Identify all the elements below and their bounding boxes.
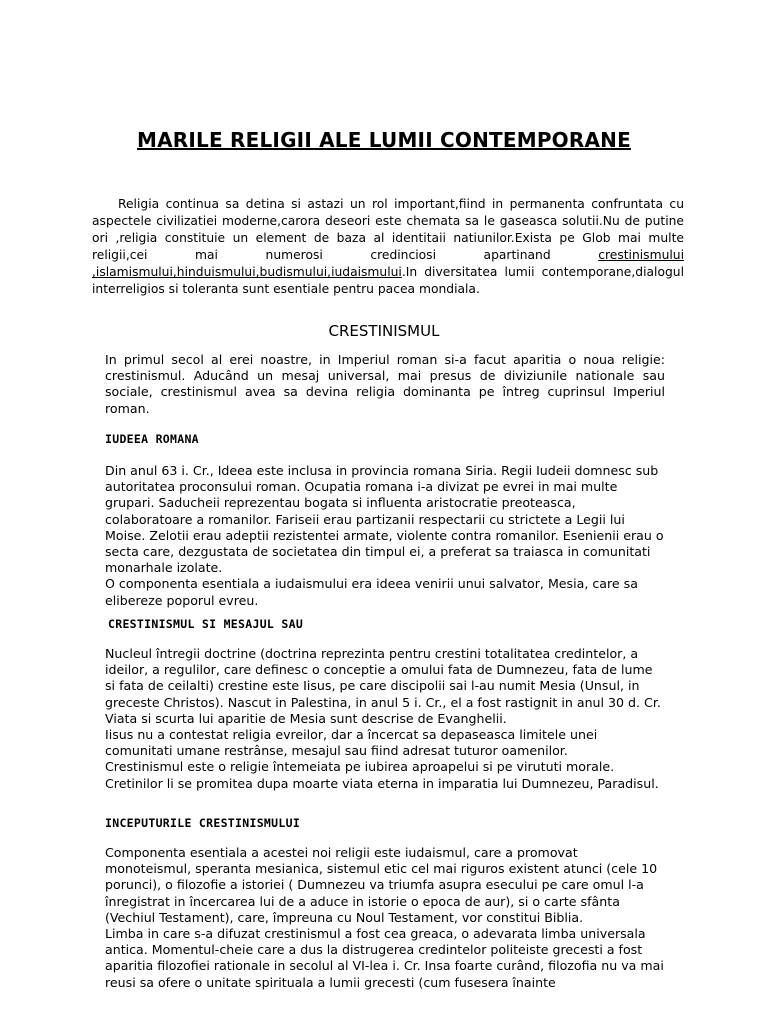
paragraph-iudeea (105, 463, 665, 609)
paragraph-inceputuri (105, 845, 665, 991)
paragraph-text: Componenta esentiala a acestei noi religii este iudaismul, care a promovat monoteismul, speranta mesianica, sistemul etic cel mai riguros existent atunci (cele 10 porunci), o filozofie a istoriei ( Dumnezeu va triumfa asupra esecului pe care omul l-a înregistrat in încercarea lui de a aduce in istorie o epoca de aur), si o carte sfânta (Vechiul Testament), care, împreuna cu Noul Testament, vor constitui Biblia. (105, 845, 658, 925)
heading-iudeea-romana: IUDEEA ROMANA (105, 432, 199, 446)
intro-underlined-religions: crestinismului ,islamismului,hinduismului,budismului,iudaismului (92, 248, 684, 279)
paragraph-mesaj (105, 646, 665, 792)
paragraph-text: Iisus nu a contestat religia evreilor, dar a încercat sa depaseasca limitele unei comunitati umane restrânse, mesajul sau fiind adresat tuturor oamenilor. (105, 727, 598, 759)
heading-inceputurile: INCEPUTURILE CRESTINISMULUI (105, 816, 301, 830)
paragraph-text: O componenta esentiala a iudaismului era ideea venirii unui salvator, Mesia, care sa elibereze poporul evreu. (105, 576, 638, 608)
paragraph-crestinismul (105, 352, 665, 417)
intro-text-before: Religia continua sa detina si astazi un rol important,fiind in permanenta confruntata cu aspectele civilizatiei moderne,carora deseori este chemata sa le gaseasca solutii.Nu de putine ori ,religia constituie un element de baza al identitaii natiunilor.Exista pe Glob mai multe religii,cei mai numerosi credinciosi apartinand (92, 197, 684, 262)
paragraph-text: Crestinismul este o religie întemeiata pe iubirea aproapelui si pe virututi morale. Cretinilor li se promitea dupa moarte viata eterna in imparatia lui Dumnezeu, Paradisul. (105, 759, 659, 791)
paragraph-text: Nucleul întregii doctrine (doctrina reprezinta pentru crestini totalitatea credintelor, a ideilor, a regulilor, care definesc o conceptie a omului fata de Dumnezeu, fata de lume si fata de ceilalti) crestine este Iisus, pe care discipolii sai l-au numit Mesia (Unsul, in greceste Christos). Nascut in Palestina, in anul 5 i. Cr., el a fost rastignit in anul 30 d. Cr. Viata si scurta lui aparitie de Mesia sunt descrise de Evanghelii. (105, 646, 661, 726)
intro-paragraph (92, 196, 684, 298)
paragraph-text: Din anul 63 i. Cr., Ideea este inclusa in provincia romana Siria. Regii Iudeii domnesc sub autoritatea proconsului roman. Ocupatia romana i-a divizat pe evrei in mai multe grupari. Saducheii reprezentau bogata si influenta aristocratie preoteasca, colaboratoare a romanilor. Fariseii erau partizanii respectarii cu strictete a Legii lui Moise. Zelotii erau adeptii rezistentei armate, violente contra romanilor. Esenienii erau o secta care, dezgustata de societatea din timpul ei, a preferat sa traiasca in comunitati monarhale izolate. (105, 463, 664, 576)
heading-crestinismul-si-mesajul: CRESTINISMUL SI MESAJUL SAU (108, 617, 304, 631)
page-title: MARILE RELIGII ALE LUMII CONTEMPORANE (137, 128, 631, 152)
paragraph-text: In primul secol al erei noastre, in Imperiul roman si-a facut aparitia o noua religie: crestinismul. Aducând un mesaj universal, mai presus de diviziunile nationale sau sociale, crestinismul avea sa devina religia dominanta pe întreg cuprinsul Imperiul roman. (105, 352, 665, 416)
paragraph-text: Limba in care s-a difuzat crestinismul a fost cea greaca, o adevarata limba universala antica. Momentul-cheie care a dus la distrugerea credintelor politeiste grecesti a fost aparitia filozofiei rationale in secolul al VI-lea i. Cr. Insa foarte curând, filozofia nu va mai reusi sa ofere o unitate spirituala a lumii grecesti (cum fusesera înainte (105, 926, 664, 990)
section-title-crestinismul: CRESTINISMUL (328, 322, 440, 340)
intro-text-after: .In diversitatea lumii contemporane,dialogul interreligios si toleranta sunt esentiale pentru pacea mondiala. (92, 265, 684, 296)
